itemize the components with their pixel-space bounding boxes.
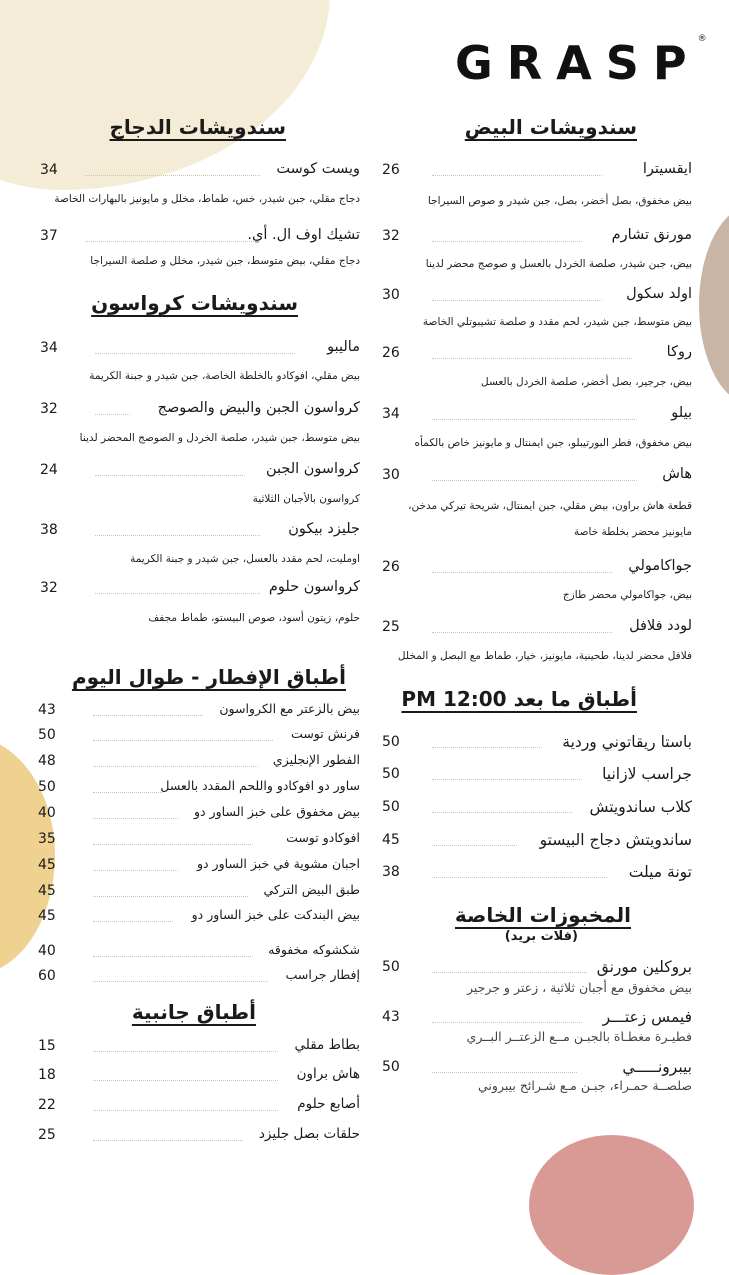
item-price: 30 [382,287,400,303]
item-price: 34 [382,406,400,422]
item-price: 60 [38,968,56,984]
menu-item [38,726,360,752]
item-name: باستا ريقاتوني وردية [562,733,692,751]
item-price: 43 [382,1009,400,1025]
leader-dots [432,300,602,301]
item-price: 25 [38,1127,56,1143]
item-name: تشيك اوف ال. أي. [247,227,360,243]
item-price: 32 [382,228,400,244]
bakery-section-title: المخبوزات الخاصة [454,903,631,927]
item-name: ويست كوست [276,161,360,177]
item-price: 50 [382,959,400,975]
item-price: 50 [38,727,56,743]
item-name: بروكلين مورنق [596,958,692,976]
item-name: روكا [666,344,692,360]
item-name: بطاط مقلي [294,1037,360,1053]
item-name: هاش [662,466,692,482]
leader-dots [93,740,273,741]
menu-item [38,942,360,968]
item-price: 32 [40,401,58,417]
menu-item [382,466,692,492]
item-description: بيض، جبن شيدر، صلصة الخردل بالعسل و صوصج محضر لدينا [425,258,692,270]
item-price: 25 [382,619,400,635]
item-name: لودد فلافل [629,618,692,634]
leader-dots [432,480,637,481]
item-description: بيض، جرجير، بصل أخضر، صلصة الخردل بالعسل [481,376,692,388]
menu-item [40,400,360,426]
menu-item [38,882,360,908]
menu-item [382,286,692,312]
leader-dots [95,353,295,354]
menu-item [382,733,692,759]
leader-dots [95,535,260,536]
item-price: 50 [38,779,56,795]
item-price: 26 [382,162,400,178]
menu-item [40,161,360,187]
item-price: 38 [382,864,400,880]
leader-dots [93,896,248,897]
item-description: حلوم، زيتون أسود، صوص البيستو، طماط مجفف [148,612,360,624]
item-description: بيض مخفوق، بصل أخضر، بصل، جبن شيدر و صوص السيراجا [427,195,692,207]
item-description: بيض مخفوق مع أجبان ثلاثية ، زعتر و جرجير [466,980,692,995]
menu-item [382,161,692,187]
leader-dots [432,632,612,633]
leader-dots [85,241,260,242]
item-name: ماليبو [327,339,360,355]
item-price: 45 [38,908,56,924]
menu-item [40,521,360,547]
item-description: بيض، جواكامولي محضر طازج [562,589,692,601]
item-name: جواكامولي [628,558,692,574]
item-name: الفطور الإنجليزي [272,752,360,767]
item-name: بيض مخفوق على خبز الساور دو [193,804,360,819]
item-description: صلصــة حمـراء، جبـن مـع شـرائح بيبروني [478,1078,692,1093]
leader-dots [95,593,260,594]
menu-item [382,863,692,889]
leader-dots [85,175,260,176]
item-price: 50 [382,799,400,815]
menu-item [40,339,360,365]
item-name: كرواسون حلوم [268,579,360,595]
decor-blob-pink [529,1135,694,1275]
item-price: 50 [382,1059,400,1075]
item-name: اولد سكول [626,286,692,302]
menu-item [382,344,692,370]
menu-item [382,227,692,253]
item-name: بيض البندكت على خبز الساور دو [191,907,360,922]
item-description: بيض متوسط، جبن شيدر، لحم مقدد و صلصة تشيبوتلي الخاصة [422,316,692,328]
menu-item [382,405,692,431]
item-price: 50 [382,766,400,782]
item-description: قطعة هاش براون، بيض مقلي، جبن ايمنتال، شريحة تيركي مدخن، [408,500,692,512]
menu-item [382,765,692,791]
item-price: 32 [40,580,58,596]
menu-item [38,1126,360,1152]
item-price: 24 [40,462,58,478]
item-name: جراسب لازانيا [602,765,692,783]
leader-dots [432,572,612,573]
item-name: بيض بالزعتر مع الكرواسون [219,701,360,716]
item-name: اجبان مشوية في خبز الساور دو [196,856,360,871]
menu-item [40,461,360,487]
item-name: شكشوكه مخفوقه [268,942,360,957]
item-description: كرواسون بالأجبان الثلاثية [252,493,360,505]
leader-dots [432,419,637,420]
menu-item [382,831,692,857]
leader-dots [95,414,130,415]
item-name: كلاب ساندويتش [589,798,692,816]
item-description: بيض مخفوق، فطر البورتيبلو، جبن ايمنتال و مايونيز خاص بالكمأه [414,437,692,449]
menu-item [382,618,692,644]
leader-dots [432,241,582,242]
menu-item [38,701,360,727]
item-name: بيلو [671,405,692,421]
item-price: 40 [38,943,56,959]
item-description: بيض متوسط، جبن شيدر، صلصة الخردل و الصوصج المحضر لدينا [79,432,360,444]
item-name: ايقسيترا [642,161,692,177]
leader-dots [432,358,632,359]
leader-dots [93,870,178,871]
menu-item [38,907,360,933]
leader-dots [432,1022,582,1023]
menu-item [38,967,360,993]
registered-mark: ® [697,34,707,44]
croissant-section-title: سندويشات كرواسون [91,291,298,315]
menu-item [38,856,360,882]
leader-dots [432,747,542,748]
item-price: 48 [38,753,56,769]
item-price: 18 [38,1067,56,1083]
item-description: فطيـرة مغطـاة بالجبـن مــع الزعتــر البــري [466,1029,692,1044]
item-description: بيض مقلي، افوكادو بالخلطة الخاصة، جبن شيدر و جبنة الكريمة [89,370,360,382]
item-name: طبق البيض التركي [263,882,360,897]
leader-dots [93,792,163,793]
leader-dots [432,845,517,846]
item-price: 15 [38,1038,56,1054]
leader-dots [93,1140,243,1141]
item-description: فلافل محضر لدينا، طحينية، مايونيز، خيار، طماط مع البصل و المخلل [397,650,692,662]
item-price: 30 [382,467,400,483]
item-name: حلقات بصل جليزد [258,1126,360,1142]
leader-dots [93,818,178,819]
menu-item [38,752,360,778]
leader-dots [95,475,245,476]
item-price: 22 [38,1097,56,1113]
leader-dots [93,1051,278,1052]
menu-item [38,804,360,830]
menu-item [38,1037,360,1063]
leader-dots [432,779,582,780]
item-description: اومليت، لحم مقدد بالعسل، جبن شيدر و جبنة الكريمة [130,553,360,565]
afternoon-section-title: أطباق ما بعد 12:00 PM [401,687,637,711]
leader-dots [432,175,602,176]
item-name: تونة ميلت [628,863,692,881]
menu-item [38,778,360,804]
menu-item [40,579,360,605]
item-name: ساور دو افوكادو واللحم المقدد بالعسل [160,778,360,793]
menu-item [38,830,360,856]
item-price: 37 [40,228,58,244]
brand-name: GRASP [455,36,701,90]
decor-blob-taupe [699,205,729,405]
item-price: 26 [382,559,400,575]
item-name: كرواسون الجبن [265,461,360,477]
leader-dots [93,1110,278,1111]
breakfast-section-title: أطباق الإفطار - طوال اليوم [71,665,346,689]
item-name: جليزد بيكون [288,521,360,537]
leader-dots [432,812,572,813]
brand-logo [455,34,707,90]
item-price: 45 [38,883,56,899]
leader-dots [93,981,268,982]
item-description-cont: مايونيز محضر بخلطة خاصة [573,526,692,538]
item-name: افوكادو توست [286,830,360,845]
egg-section-title: سندويشات البيض [464,115,637,139]
item-description: دجاج مقلي، جبن شيدر، خس، طماط، مخلل و مايونيز بالبهارات الخاصة [54,193,360,205]
item-price: 34 [40,340,58,356]
item-price: 35 [38,831,56,847]
item-price: 40 [38,805,56,821]
menu-item [382,558,692,584]
leader-dots [432,877,607,878]
menu-item [382,798,692,824]
item-name: إفطار جراسب [285,967,360,982]
leader-dots [432,972,587,973]
item-name: هاش براون [296,1066,360,1082]
chicken-section-title: سندويشات الدجاج [109,115,286,139]
item-price: 34 [40,162,58,178]
item-price: 50 [382,734,400,750]
item-price: 45 [38,857,56,873]
item-name: مورنق تشارم [611,227,692,243]
leader-dots [93,844,253,845]
leader-dots [93,956,253,957]
leader-dots [93,766,258,767]
leader-dots [93,1080,278,1081]
item-name: فيمس زعتـــر [602,1008,692,1026]
menu-item [38,1096,360,1122]
menu-item [38,1066,360,1092]
item-price: 45 [382,832,400,848]
leader-dots [93,715,203,716]
sides-section-title: أطباق جانبية [131,1000,256,1024]
menu-item [40,227,360,253]
item-name: ساندويتش دجاج البيستو [539,831,692,849]
item-price: 43 [38,702,56,718]
item-description: دجاج مقلي، بيض متوسط، جبن شيدر، مخلل و صلصة السيراجا [90,255,360,267]
item-price: 26 [382,345,400,361]
item-name: أصابع حلوم [297,1096,360,1112]
bakery-subtitle: (فلات بريد) [504,929,578,944]
item-name: كرواسون الجبن والبيض والصوصج [157,400,360,416]
leader-dots [93,921,173,922]
item-price: 38 [40,522,58,538]
item-name: فرنش توست [291,726,360,741]
leader-dots [432,1072,577,1073]
item-name: بيبرونـــــي [622,1058,692,1076]
